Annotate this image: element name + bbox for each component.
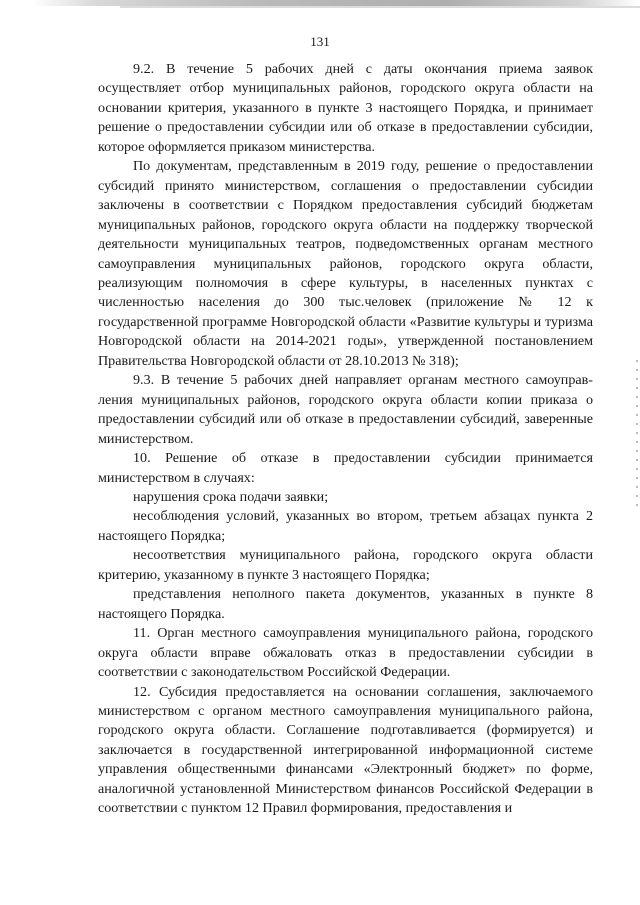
list-item-conditions: несоблюдения условий, указанных во втором, третьем абзацах пункта 2 настоящего Порядка; bbox=[98, 508, 593, 544]
document-body bbox=[98, 60, 593, 819]
paragraph-9-3: 9.3. В течение 5 рабочих дней направляет органам местного самоуправ-ления муниципальных районов, городского округа области копии приказа о предоставлении субсидий или об отказе в предоставлении субсидий, заверенные министерством. bbox=[98, 372, 593, 447]
paragraph-10: 10. Решение об отказе в предоставлении субсидии принимается министерством в случаях: bbox=[98, 450, 593, 486]
paragraph-9-2: 9.2. В течение 5 рабочих дней с даты окончания приема заявок осуществляет отбор муниципальных районов, городского округа области на основании критерия, указанного в пункте 3 настоящего Порядка, и принимает решение о предоставлении субсидии или об отказе в предоставлении субсидии, которое оформляется приказом министерства. bbox=[98, 61, 593, 155]
list-item-criterion: несоответствия муниципального района, городского округа области критерию, указанному в пункте 3 настоящего Порядка; bbox=[98, 547, 593, 583]
paragraph-12: 12. Субсидия предоставляется на основании соглашения, заключаемого министерством с органом местного самоуправления муниципального района, городского округа области. Соглашение подготавливается (формируется) и заключается в государственной интегрированной информационной системе управления общественными финансами «Электронный бюджет» по форме, аналогичной установленной Министерством финансов Российской Федерации в соответствии с пунктом 12 Правил формирования, предоставления и bbox=[98, 683, 593, 817]
list-item-documents: представления неполного пакета документов, указанных в пункте 8 настоящего Порядка. bbox=[98, 586, 593, 622]
paragraph-11: 11. Орган местного самоуправления муниципального района, городского округа области вправе обжаловать отказ в предоставлении субсидии в соответствии с законодательством Российской Федерации. bbox=[98, 625, 593, 681]
scan-edge-line bbox=[120, 6, 640, 8]
page-number: 131 bbox=[310, 34, 330, 49]
paragraph-documents-2019: По документам, представленным в 2019 году, решение о предоставлении субсидий принято министерством, соглашения о предоставлении субсидии заключены в соответствии с Порядком предоставления субсидий бюджетам муниципальных районов, городского округа области на поддержку творческой деятельности муниципальных театров, подведомственных органам местного самоуправления муниципальных районов, городского округа области, реализующим полномочия в сфере культуры, в населенных пунктах с численностью населения до 300 тыс.человек (приложение № 12 к государственной программе Новгородской области «Развитие культуры и туризма Новгородской области на 2014-2021 годы», утвержденной постановлением Правительства Новгородской области от 28.10.2013 № 318); bbox=[98, 158, 593, 369]
scan-edge-right bbox=[636, 360, 638, 510]
list-item-deadline: нарушения срока подачи заявки; bbox=[133, 488, 329, 505]
